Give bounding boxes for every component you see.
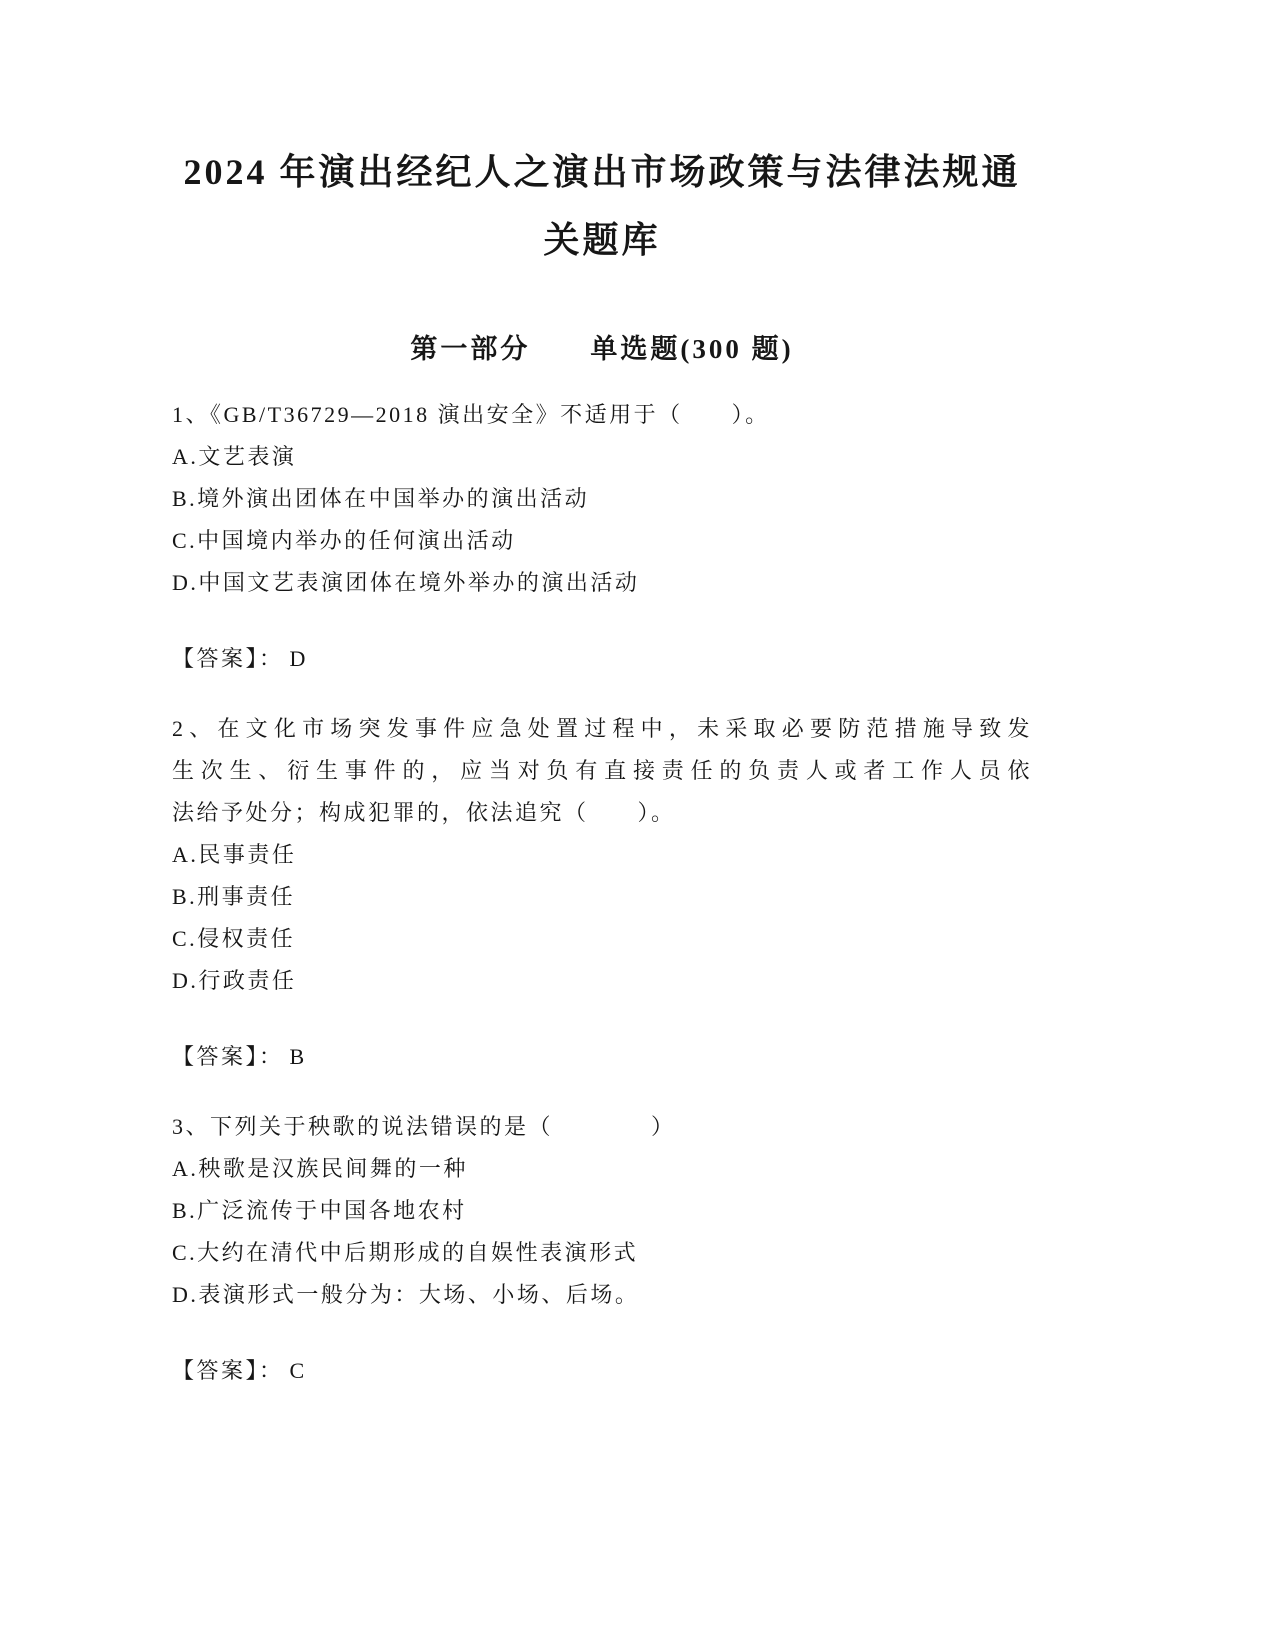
question-2-stem-line-3: 法给予处分；构成犯罪的，依法追究（ ）。 xyxy=(172,800,676,825)
question-3-stem: 3、下列关于秧歌的说法错误的是（ ） xyxy=(172,1114,676,1139)
question-3-option-b: B.广泛流传于中国各地农村 xyxy=(172,1198,467,1223)
question-2-option-c: C.侵权责任 xyxy=(172,926,296,951)
section-heading: 第一部分 单选题(300 题) xyxy=(410,334,794,364)
question-2-option-b: B.刑事责任 xyxy=(172,884,296,909)
question-1-answer xyxy=(172,638,1032,680)
page-title: 2024 年演出经纪人之演出市场政策与法律法规通关题库 xyxy=(183,152,1021,260)
question-1-stem: 1、《GB/T36729—2018 演出安全》不适用于（ ）。 xyxy=(172,402,770,427)
question-1-option-d: D.中国文艺表演团体在境外举办的演出活动 xyxy=(172,570,640,595)
question-3 xyxy=(172,1106,1032,1392)
question-1-option-c: C.中国境内举办的任何演出活动 xyxy=(172,528,516,553)
question-2-option-d: D.行政责任 xyxy=(172,968,297,993)
question-2-answer xyxy=(172,1036,1032,1078)
question-1 xyxy=(172,394,1032,680)
question-1-option-b: B.境外演出团体在中国举办的演出活动 xyxy=(172,486,590,511)
question-2-option-a: A.民事责任 xyxy=(172,842,297,867)
question-3-option-d: D.表演形式一般分为：大场、小场、后场。 xyxy=(172,1282,640,1307)
answer-value: D xyxy=(289,646,308,671)
question-3-option-c: C.大约在清代中后期形成的自娱性表演形式 xyxy=(172,1240,639,1265)
question-2-stem-line-2: 生次生、衍生事件的，应当对负有直接责任的负责人或者工作人员依 xyxy=(172,758,1032,783)
question-3-option-a: A.秧歌是汉族民间舞的一种 xyxy=(172,1156,468,1181)
question-2 xyxy=(172,708,1032,1078)
answer-value: C xyxy=(289,1358,307,1383)
answer-label: 【答案】： xyxy=(172,1358,284,1383)
answer-label: 【答案】： xyxy=(172,646,284,671)
question-2-stem-line-1: 2、在文化市场突发事件应急处置过程中，未采取必要防范措施导致发 xyxy=(172,716,1032,741)
question-3-answer xyxy=(172,1350,1032,1392)
question-1-option-a: A.文艺表演 xyxy=(172,444,297,469)
answer-label: 【答案】： xyxy=(172,1044,284,1069)
answer-value: B xyxy=(289,1044,307,1069)
